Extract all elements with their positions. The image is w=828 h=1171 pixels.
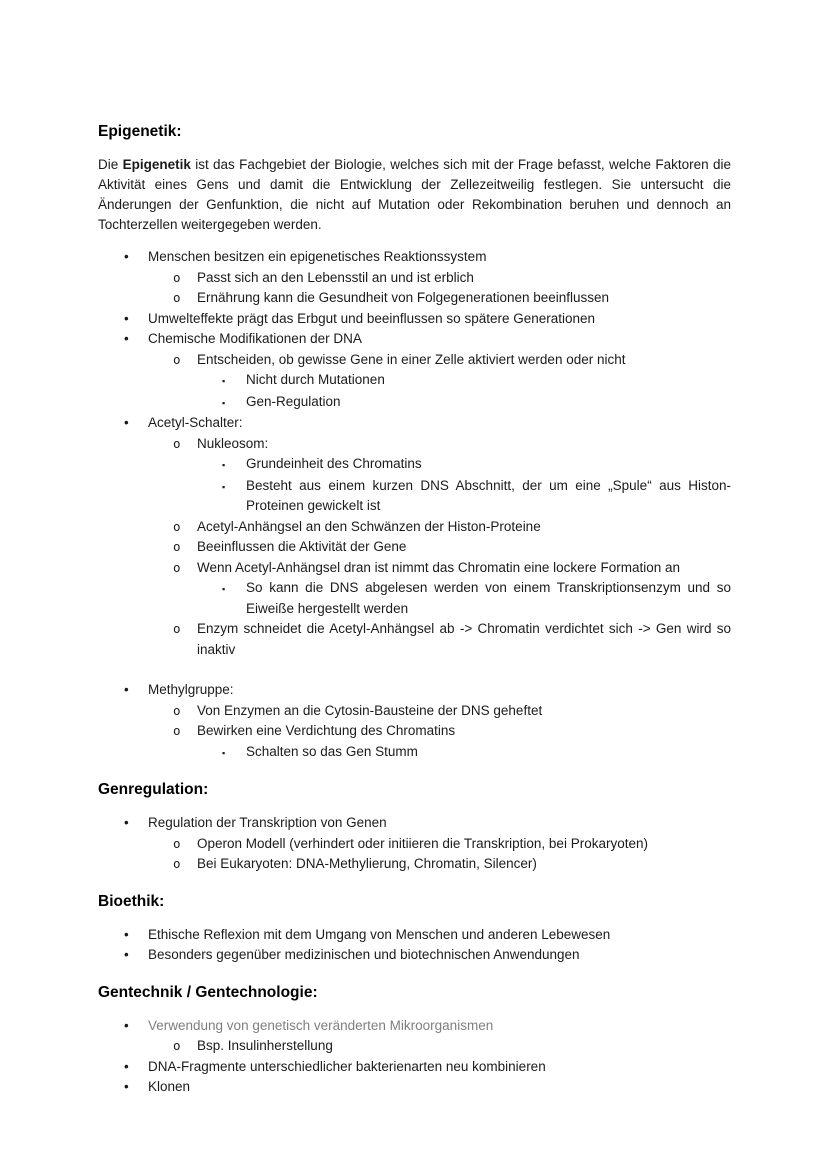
bullet-marker: • [124,1017,129,1033]
bullet-marker: o [173,518,181,534]
list-item-text: Nicht durch Mutationen [246,372,385,387]
section-epigenetik [98,122,731,763]
list-item [98,392,731,414]
list-item-text: Umwelteffekte prägt das Erbgut und beeinflussen so spätere Generationen [148,310,596,326]
list-item [98,454,731,476]
list-item-text: Enzym schneidet die Acetyl-Anhängsel ab -> Chromatin verdichtet sich -> Gen wird so inaktiv [197,621,731,657]
list-item [98,558,731,579]
list-item [98,742,731,764]
bullet-marker: o [173,269,181,285]
bullet-marker: • [124,1079,129,1094]
list-item-text: Regulation der Transkription von Genen [148,815,387,830]
bullet-marker: • [124,947,129,962]
section-heading: Genregulation: [98,781,209,798]
list-item-text: Menschen besitzen ein epigenetisches Reaktionssystem [148,249,487,264]
bullet-marker: • [124,310,129,326]
bullet-marker: • [124,1058,129,1074]
list-item-text: Verwendung von genetisch veränderten Mikroorganismen [148,1017,494,1033]
bullet-marker: o [173,1038,181,1053]
list-item [98,350,731,371]
bullet-marker: ▪ [222,376,226,386]
list-item-text: Ethische Reflexion mit dem Umgang von Menschen und anderen Lebewesen [148,926,611,942]
list-item-text: Nukleosom: [197,435,269,451]
bullet-marker: • [124,815,129,830]
list-item [98,517,731,538]
list-item [98,247,731,268]
list-item [98,834,731,855]
list-item [98,619,731,660]
list-item [98,945,731,966]
bullet-marker: o [173,290,181,305]
section-heading: Gentechnik / Gentechnologie: [98,983,318,1001]
list-item-text: Entscheiden, ob gewisse Gene in einer Zelle aktiviert werden oder nicht [197,351,626,367]
list-item-text: Chemische Modifikationen der DNA [148,331,362,346]
intro-paragraph [98,155,731,235]
list-item-text: Schalten so das Gen Stumm [246,743,418,759]
list-item [98,434,731,455]
section-genregulation [98,780,731,875]
list-item [98,476,731,517]
list-item-text: Ernährung kann die Gesundheit von Folgegenerationen beeinflussen [197,290,610,305]
bullet-marker: o [173,856,181,871]
bullet-marker: ▪ [222,584,226,594]
list-item [98,1036,731,1057]
list-item [98,268,731,289]
bullet-list [98,813,731,875]
list-item-text: Grundeinheit des Chromatins [246,456,422,471]
bullet-marker: • [124,682,129,697]
list-item [98,309,731,330]
list-item [98,1057,731,1078]
list-item-text: Bei Eukaryoten: DNA-Methylierung, Chromatin, Silencer) [197,856,537,871]
list-item [98,537,731,558]
list-item-text: Bewirken eine Verdichtung des Chromatins [197,723,456,738]
list-item [98,721,731,742]
list-item-text: Operon Modell (verhindert oder initiieren die Transkription, bei Prokaryoten) [197,835,648,851]
section-heading: Bioethik: [98,892,165,910]
bullet-marker: o [173,723,181,738]
list-item-text: Bsp. Insulinherstellung [197,1038,333,1053]
list-item-text: Klonen [148,1079,191,1094]
list-item [98,413,731,434]
list-item [98,925,731,946]
list-item-text: Wenn Acetyl-Anhängsel dran ist nimmt das Chromatin eine lockere Formation an [197,559,680,575]
list-item-text: Besonders gegenüber medizinischen und biotechnischen Anwendungen [148,947,580,962]
bullet-marker: o [173,539,181,554]
list-item [98,1016,731,1037]
list-item-text: Besteht aus einem kurzen DNS Abschnitt, der um eine „Spule“ aus Histon-Proteinen gewickelt ist [246,477,731,513]
bullet-marker: o [173,621,181,636]
bullet-marker: o [173,351,181,367]
bullet-marker: ▪ [222,481,226,492]
list-item [98,329,731,350]
list-item [98,813,731,834]
bullet-marker: o [173,702,181,718]
bullet-marker: • [124,331,129,346]
list-item-text: So kann die DNS abgelesen werden von einem Transkriptionsenzym und so Eiweiße hergestellt werden [246,580,731,616]
bullet-marker: o [173,835,181,851]
list-item-text: Beeinflussen die Aktivität der Gene [197,539,407,554]
list-item-text: Acetyl-Anhängsel an den Schwänzen der Histon-Proteine [197,518,541,534]
list-item [98,1077,731,1098]
bullet-marker: o [173,559,181,575]
paragraph-bold-term: Epigenetik [122,157,191,172]
paragraph-text: Die [98,157,123,172]
bullet-marker: ▪ [222,747,226,758]
list-item-text: Von Enzymen an die Cytosin-Bausteine der DNS geheftet [197,702,543,718]
bullet-list [98,247,731,763]
list-item-text: DNA-Fragmente unterschiedlicher bakterienarten neu kombinieren [148,1058,546,1074]
section-heading: Epigenetik: [98,123,182,140]
list-item-text: Passt sich an den Lebensstil an und ist erblich [197,269,474,285]
bullet-marker: o [173,435,181,451]
bullet-list [98,925,731,966]
list-item [98,680,731,701]
document-body [98,122,731,1098]
section-gentechnik [98,983,731,1098]
list-item-text: Methylgruppe: [148,682,234,697]
paragraph-text: ist das Fachgebiet der Biologie, welches sich mit der Frage befasst, welche Faktoren die Aktivität eines Gens und damit die Entwicklung der Zellezeitweilig festlegen. Sie untersucht die Änderungen der Genfunktion, die nicht auf Mutation oder Rekombination beruhen und dennoch an Tochterzellen weitergegeben werden. [98,157,731,232]
bullet-marker: ▪ [222,460,226,470]
bullet-marker: • [124,926,129,942]
list-item-text: Gen-Regulation [246,393,341,409]
list-item [98,578,731,619]
list-item [98,288,731,309]
bullet-marker: ▪ [222,397,226,408]
bullet-list [98,1016,731,1098]
list-item [98,701,731,722]
list-item [98,370,731,392]
bullet-marker: • [124,415,129,430]
section-bioethik [98,892,731,966]
list-item-text: Acetyl-Schalter: [148,415,243,430]
list-item [98,854,731,875]
bullet-marker: • [124,249,129,264]
